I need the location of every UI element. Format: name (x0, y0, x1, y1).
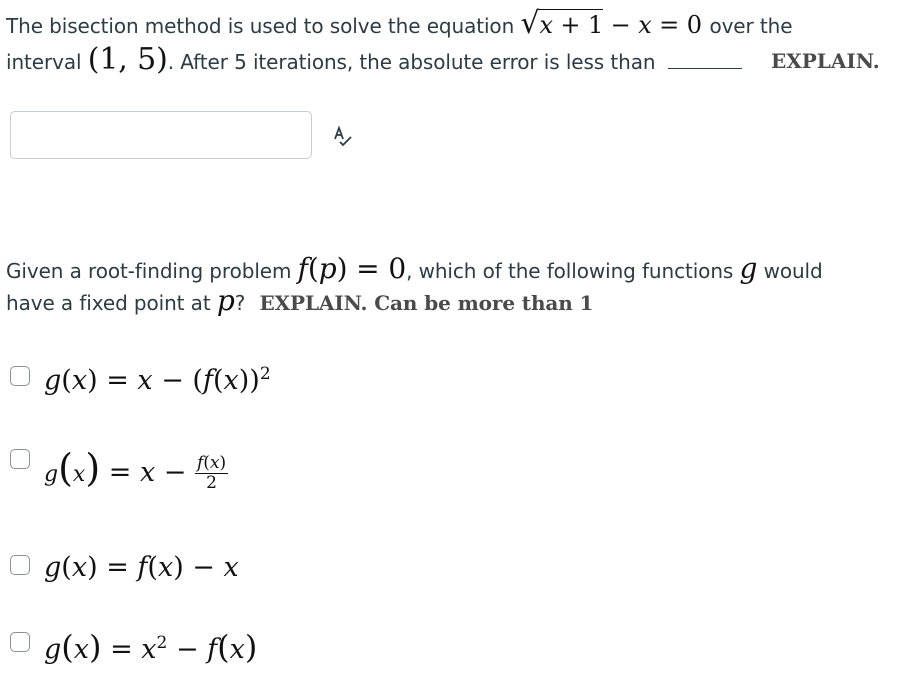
q2-p-symbol: p (216, 284, 235, 317)
q1-interval: (1, 5) (87, 42, 168, 77)
answer-input[interactable] (10, 111, 312, 159)
spell-check-icon[interactable] (331, 125, 355, 149)
q2-line-1 (6, 252, 823, 285)
q2-line1-prefix: Given a root-finding problem (6, 259, 292, 283)
q2-line2-prefix: have a fixed point at (6, 291, 211, 315)
q2-problem: f(p) = 0 (297, 252, 407, 285)
q2-g-symbol: g (739, 252, 758, 285)
q1-line2-text: . After 5 iterations, the absolute error is less than (167, 50, 656, 74)
q2-line1-suffix: would (763, 259, 823, 283)
q2-explain: EXPLAIN. Can be more than 1 (259, 291, 594, 315)
q1-explain: EXPLAIN. (771, 49, 880, 73)
q1-blank (668, 54, 742, 69)
q1-line-1 (6, 6, 792, 41)
q2-line-2 (6, 284, 593, 317)
option-2-formula[interactable]: g(x) = x − $\frac{f(x)}{2}$ (44, 446, 227, 493)
q1-line1-suffix: over the (709, 14, 793, 38)
q1-line2-prefix: interval (6, 50, 82, 74)
q1-line1-prefix: The bisection method is used to solve the equation (6, 14, 515, 38)
option-1-formula[interactable]: $g(x) = x - (f(x))^2$ (44, 364, 271, 396)
option-4-checkbox[interactable] (10, 632, 30, 652)
option-2-checkbox[interactable] (10, 449, 30, 469)
option-4-formula[interactable]: $g(x) = x^2 - f(x)$ (44, 628, 258, 666)
q1-line-2 (6, 42, 742, 77)
option-3-checkbox[interactable] (10, 555, 30, 575)
option-3-formula[interactable]: g(x) = f(x) − x (44, 552, 239, 583)
q2-line2-q: ? (234, 291, 246, 315)
q1-equation: √x + 1 − x = 0 (520, 6, 710, 41)
option-1-checkbox[interactable] (10, 366, 30, 386)
q2-line1-mid: , which of the following functions (406, 259, 734, 283)
